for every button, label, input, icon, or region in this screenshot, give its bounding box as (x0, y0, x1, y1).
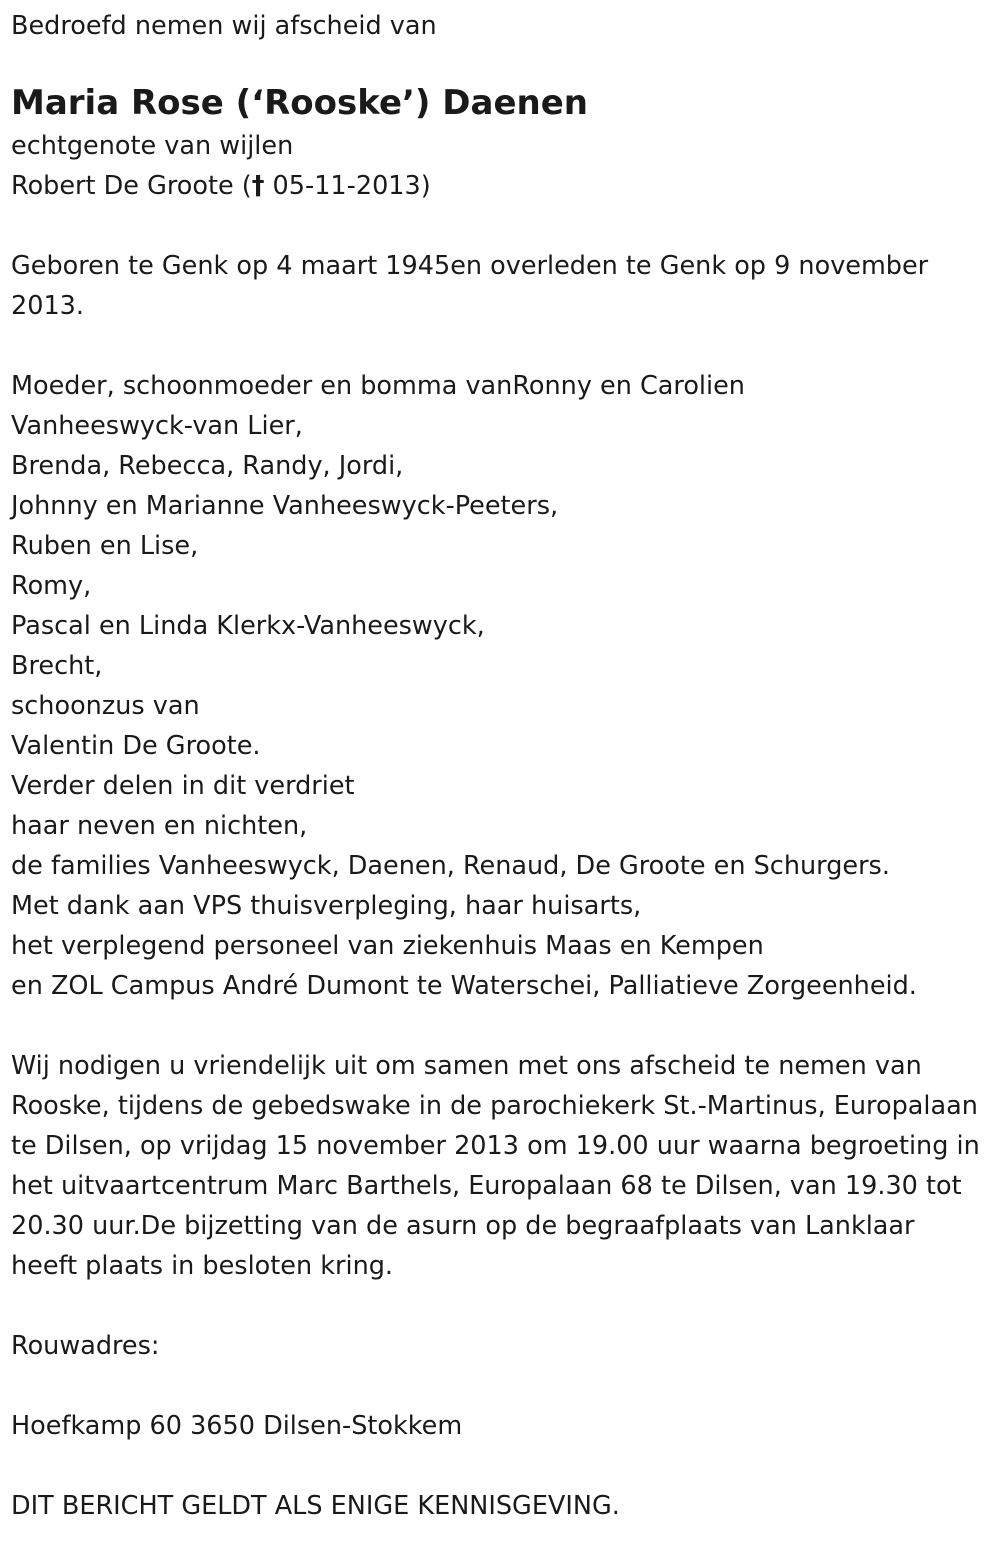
spouse-name: Robert De Groote ( (11, 171, 252, 201)
family-line: Johnny en Marianne Vanheeswyck-Peeters, (11, 491, 559, 521)
family-line: Vanheeswyck-van Lier, (11, 411, 303, 441)
spouse-label: echtgenote van wijlen (11, 131, 294, 161)
birth-death-text: Geboren te Genk op 4 maart 1945en overleden te Genk op 9 november 2013. (11, 251, 929, 321)
spacer (11, 326, 980, 366)
invitation-text: Wij nodigen u vriendelijk uit om samen met ons afscheid te nemen van Rooske, tijdens de gebedswake in de parochiekerk St.-Martinus, Europalaan te Dilsen, op vrijdag 15 november 2013 om 19.00 uur waarna begroeting in het uitvaartcentrum Marc Barthels, Europalaan 68 te Dilsen, van 19.30 tot 20.30 uur.De bijzetting van de asurn op de begraafplaats van Lanklaar heeft plaats in besloten kring. (11, 1051, 980, 1281)
mourning-address: Hoefkamp 60 3650 Dilsen-Stokkem (11, 1411, 463, 1441)
address-label: Rouwadres: (11, 1331, 160, 1361)
family-line: Romy, (11, 571, 92, 601)
family-line: Ruben en Lise, (11, 531, 199, 561)
family-line: de families Vanheeswyck, Daenen, Renaud, De Groote en Schurgers. (11, 851, 890, 881)
family-line: Met dank aan VPS thuisverpleging, haar huisarts, (11, 891, 642, 921)
family-line: haar neven en nichten, (11, 811, 308, 841)
spouse-line (11, 166, 980, 206)
cross-icon: † (251, 171, 265, 201)
family-line: Pascal en Linda Klerkx-Vanheeswyck, (11, 611, 485, 641)
deceased-name: Maria Rose (‘Rooske’) Daenen (11, 83, 588, 123)
family-line: en ZOL Campus André Dumont te Waterschei, Palliatieve Zorgeenheid. (11, 971, 917, 1001)
family-line: Brenda, Rebecca, Randy, Jordi, (11, 451, 404, 481)
spacer (11, 1006, 980, 1046)
family-line: Moeder, schoonmoeder en bomma vanRonny en Carolien (11, 371, 745, 401)
spacer (11, 206, 980, 246)
family-line: schoonzus van (11, 691, 200, 721)
family-line: Verder delen in dit verdriet (11, 771, 355, 801)
family-line: Brecht, (11, 651, 103, 681)
spacer (11, 1446, 980, 1486)
family-list (11, 366, 980, 1006)
closing-text: DIT BERICHT GELDT ALS ENIGE KENNISGEVING. (11, 1491, 620, 1521)
family-line: Valentin De Groote. (11, 731, 261, 761)
intro-text: Bedroefd nemen wij afscheid van (11, 11, 437, 41)
spouse-date: 05-11-2013) (264, 171, 431, 201)
family-line: het verplegend personeel van ziekenhuis Maas en Kempen (11, 931, 764, 961)
spacer (11, 1366, 980, 1406)
spacer (11, 1286, 980, 1326)
